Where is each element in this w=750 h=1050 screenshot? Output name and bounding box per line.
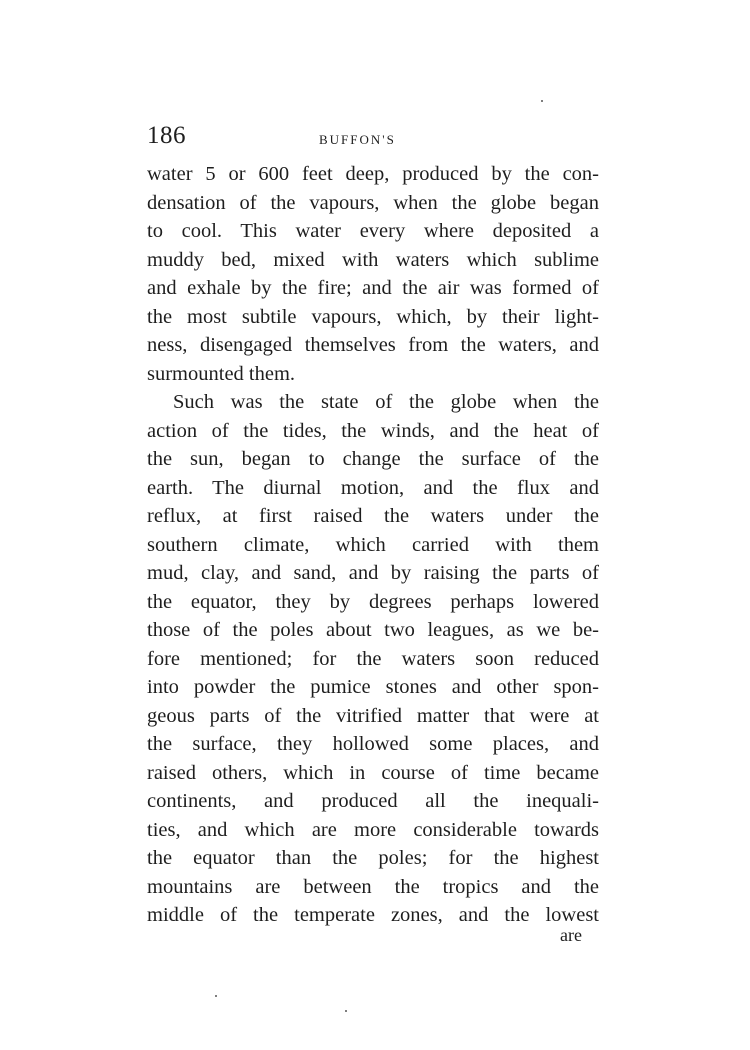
text-line: and exhale by the fire; and the air was formed of [147, 277, 599, 299]
text-line: reflux, at first raised the waters under the [147, 505, 599, 527]
text-line: the equator, they by degrees perhaps lowered [147, 590, 599, 613]
text-line: the most subtile vapours, which, by their light- [147, 305, 599, 328]
text-line: the equator than the poles; for the highest [147, 847, 599, 869]
text-line: mud, clay, and sand, and by raising the parts of [147, 562, 599, 584]
catchword: are [560, 925, 582, 945]
text-line: surmounted them. [147, 362, 296, 385]
text-line: muddy bed, mixed with waters which sublime [147, 248, 599, 271]
text-line: raised others, which in course of time became [147, 761, 599, 784]
text-line: fore mentioned; for the waters soon reduced [147, 647, 599, 670]
text-line: mountains are between the tropics and the [147, 875, 599, 898]
body-text [147, 160, 599, 930]
text-line: middle of the temperate zones, and the lowest [147, 904, 599, 926]
text-line: the sun, began to change the surface of the [147, 448, 599, 470]
text-line: ness, disengaged themselves from the waters, and [147, 334, 599, 356]
paper-speck [345, 1010, 347, 1012]
text-line: those of the poles about two leagues, as we be- [147, 619, 599, 641]
running-head [147, 118, 599, 154]
text-line: into powder the pumice stones and other spon- [147, 676, 599, 698]
text-line: geous parts of the vitrified matter that were at [147, 704, 599, 727]
text-line: action of the tides, the winds, and the heat of [147, 419, 599, 442]
text-line: water 5 or 600 feet deep, produced by the con- [147, 163, 599, 185]
text-line: the surface, they hollowed some places, and [147, 733, 599, 755]
paper-speck [215, 995, 217, 997]
text-line: ties, and which are more considerable towards [147, 818, 599, 841]
page-number: 186 [147, 122, 186, 149]
paper-speck [541, 100, 543, 102]
running-title: BUFFON'S [319, 132, 396, 147]
text-line: to cool. This water every where deposited a [147, 220, 599, 242]
text-line: Such was the state of the globe when the [173, 391, 599, 413]
text-line: densation of the vapours, when the globe began [147, 191, 599, 214]
text-line: southern climate, which carried with them [147, 533, 599, 556]
text-line: earth. The diurnal motion, and the flux and [147, 476, 599, 499]
text-line: continents, and produced all the inequali- [147, 790, 599, 812]
